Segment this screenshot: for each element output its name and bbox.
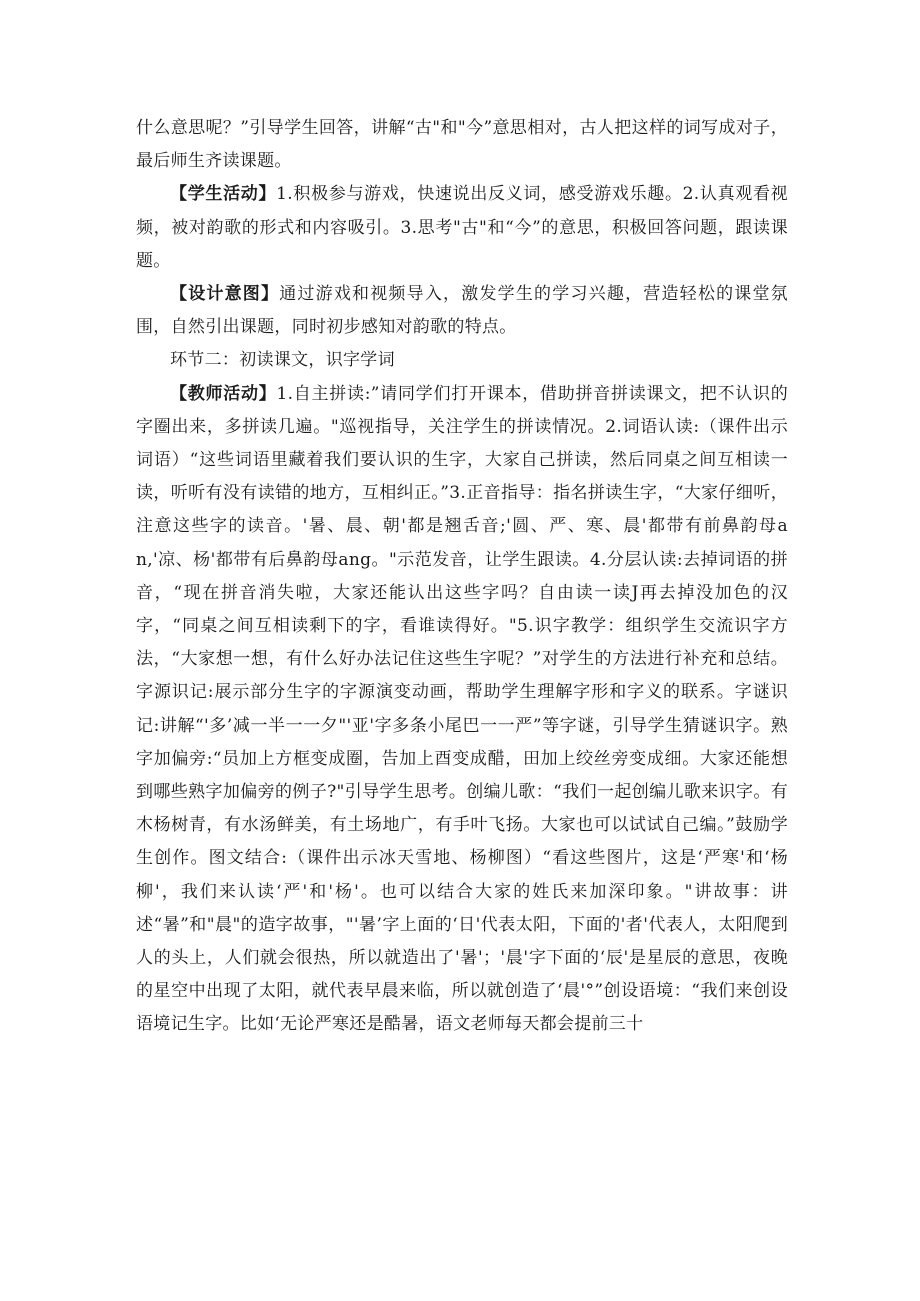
paragraph-continuation [136, 112, 788, 178]
section-label-student-activity: 【学生活动】 [170, 184, 277, 205]
paragraph-teacher-activity [136, 378, 788, 1042]
section-heading-step-two [136, 344, 788, 377]
paragraph-text: 什么意思呢？”引导学生回答，讲解“古"和"今”意思相对，古人把这样的词写成对子，最后师生齐读课题。 [136, 118, 788, 172]
paragraph-text: 1.自主拼读:”请同学们打开课本，借助拼音拼读课文，把不认识的字圈出来，多拼读几遍。"巡视指导，关注学生的拼读情况。2.词语认读:（课件出示词语）“这些词语里藏着我们要认识的生字，大家自己拼读，然后同桌之间互相读一读，听听有没有读错的地方，互相纠正。”3.正音指导：指名拼读生字，“大家仔细听，注意这些字的读音。'暑、晨、朝'都是翘舌音;'圆、严、寒、晨'都带有前鼻韵母an,'凉、杨'都带有后鼻韵母ang。"示范发音，让学生跟读。4.分层认读:去掉词语的拼音，“现在拼音消失啦，大家还能认出这些字吗？自由读一读J再去掉没加色的汉字，“同桌之间互相读剩下的字，看谁读得好。"5.识字教学：组织学生交流识字方法，“大家想一想，有什么好办法记住这些生字呢？”对学生的方法进行补充和总结。字源识记:展示部分生字的字源演变动画，帮助学生理解字形和字义的联系。字谜识记:讲解“'多’减一半一一夕"'亚'字多条小尾巴一一严”等字谜，引导学生猜谜识字。熟字加偏旁:“员加上方框变成圈，告加上酉变成醋，田加上绞丝旁变成细。大家还能想到哪些熟字加偏旁的例子?"引导学生思考。创编儿歌：“我们一起创编儿歌来识字。有木杨树青，有水汤鲜美，有土场地广，有手叶飞扬。大家也可以试试自己编。”鼓励学生创作。图文结合:（课件出示冰天雪地、杨柳图）“看这些图片，这是‘严寒'和‘杨柳'，我们来认读‘严'和'杨'。也可以结合大家的姓氏来加深印象。"讲故事：讲述“暑”和"晨"的造字故事，"'暑’字上面的‘日'代表太阳，下面的'者'代表人，太阳爬到人的头上，人们就会很热，所以就造出了'暑'；'晨'字下面的‘辰'是星辰的意思，夜晚的星空中出现了太阳，就代表早晨来临，所以就创造了‘晨'°”创设语境：“我们来创设语境记生字。比如‘无论严寒还是酷暑，语文老师每天都会提前三十 [136, 383, 788, 1035]
section-label-teacher-activity: 【教师活动】 [170, 383, 277, 404]
document-body [136, 112, 788, 1042]
section-label-design-intent: 【设计意图】 [170, 284, 280, 305]
paragraph-text: 通过游戏和视频导入，激发学生的学习兴趣，营造轻松的课堂氛围，自然引出课题，同时初步感知对韵歌的特点。 [136, 284, 788, 338]
paragraph-text: 1.积极参与游戏，快速说出反义词，感受游戏乐趣。2.认真观看视频，被对韵歌的形式和内容吸引。3.思考"古"和“今”的意思，积极回答问题，跟读课题。 [136, 184, 788, 271]
paragraph-design-intent [136, 278, 788, 344]
paragraph-student-activity [136, 178, 788, 278]
heading-text: 环节二：初读课文，识字学词 [170, 350, 395, 371]
